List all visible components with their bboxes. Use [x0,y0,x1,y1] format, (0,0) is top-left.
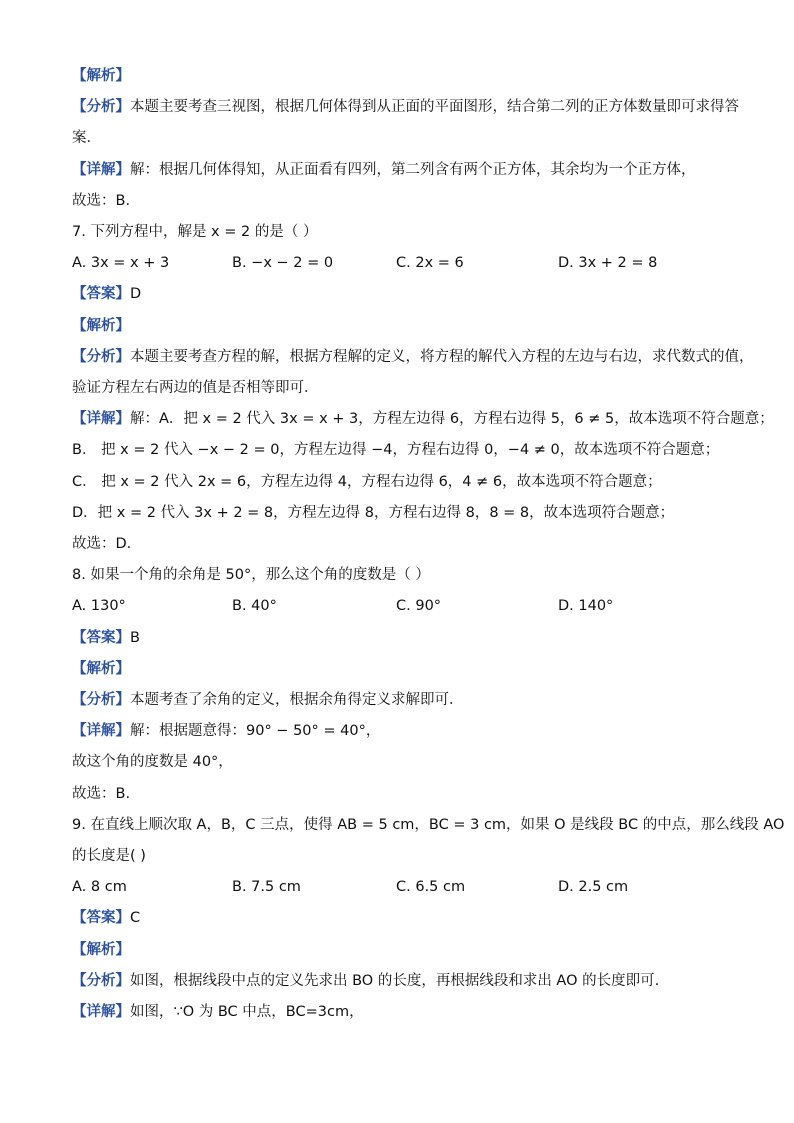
tag-label: 【答案】 [72,630,130,646]
tag-label: 【详解】 [72,1004,130,1020]
section-tag [72,66,734,86]
labeled-paragraph [72,160,734,180]
paragraph-text: C [130,910,141,926]
labeled-paragraph [72,628,734,648]
paragraph-text: 解：根据几何体得知，从正面看有四列，第二列含有两个正方体，其余均为一个正方体， [130,162,696,178]
paragraph-text: 解：A．把 x = 2 代入 3x = x + 3，方程左边得 6，方程右边得 5，6 ≠ 5，故本选项不符合题意； [130,411,774,427]
option-a: A. 3x = x + 3 [72,255,170,271]
text-line: 案． [72,130,101,146]
question-stem: 9. 在直线上顺次取 A，B，C 三点，使得 AB = 5 cm，BC = 3 cm，如果 O 是线段 BC 的中点，那么线段 AO [72,817,785,833]
paragraph-text: 如图，根据线段中点的定义先求出 BO 的长度，再根据线段和求出 AO 的长度即可. [130,973,660,989]
question-stem: 8. 如果一个角的余角是 50°，那么这个角的度数是（ ） [72,567,430,583]
tag-label: 【解析】 [72,68,130,84]
tag-label: 【详解】 [72,162,130,178]
tag-label: 【分析】 [72,349,130,365]
labeled-paragraph [72,97,739,117]
option-c: C. 2x = 6 [396,255,464,271]
labeled-paragraph [72,908,734,928]
tag-label: 【分析】 [72,692,130,708]
section-tag [72,940,734,960]
paragraph-text: 如图，∵O 为 BC 中点，BC=3cm， [130,1004,364,1020]
paragraph-text: D [130,286,142,302]
text-line: 验证方程左右两边的值是否相等即可． [72,380,319,396]
paragraph-text: 本题主要考查方程的解，根据方程解的定义，将方程的解代入方程的左边与右边，求代数式的值， [130,349,754,365]
tag-label: 【解析】 [72,942,130,958]
option-c: C. 6.5 cm [396,879,466,895]
text-line: 故这个角的度数是 40°， [72,754,233,770]
tag-label: 【分析】 [72,99,130,115]
option-c: C. 90° [396,598,442,614]
labeled-paragraph [72,284,734,304]
text-line: D．把 x = 2 代入 3x + 2 = 8，方程左边得 8，方程右边得 8，8 = 8，故本选项符合题意； [72,505,675,521]
tag-label: 【分析】 [72,973,130,989]
option-d: D. 2.5 cm [558,879,629,895]
question-stem: 7. 下列方程中，解是 x = 2 的是（ ） [72,224,318,240]
text-line: 故选：B． [72,193,140,209]
tag-label: 【解析】 [72,318,130,334]
option-d: D. 3x + 2 = 8 [558,255,658,271]
section-tag [72,316,734,336]
labeled-paragraph [72,1002,734,1022]
text-line: 故选：D． [72,536,142,552]
labeled-paragraph [72,690,734,710]
tag-label: 【解析】 [72,661,130,677]
labeled-paragraph [72,721,734,741]
tag-label: 【详解】 [72,411,130,427]
labeled-paragraph [72,971,734,991]
option-b: B. −x − 2 = 0 [232,255,334,271]
paragraph-text: B [130,630,140,646]
labeled-paragraph [72,347,754,367]
option-b: B. 7.5 cm [232,879,301,895]
option-d: D. 140° [558,598,614,614]
tag-label: 【答案】 [72,910,130,926]
paragraph-text: 解：根据题意得：90° − 50° = 40°， [130,723,381,739]
section-tag [72,659,734,679]
option-a: A. 130° [72,598,126,614]
option-a: A. 8 cm [72,879,127,895]
paragraph-text: 本题主要考查三视图，根据几何体得到从正面的平面图形，结合第二列的正方体数量即可求得答 [130,99,739,115]
text-line: C． 把 x = 2 代入 2x = 6，方程左边得 4，方程右边得 6，4 ≠ 6，故本选项不符合题意； [72,474,662,490]
tag-label: 【答案】 [72,286,130,302]
option-b: B. 40° [232,598,277,614]
text-line: 的长度是( ) [72,848,146,864]
labeled-paragraph [72,409,774,429]
text-line: B． 把 x = 2 代入 −x − 2 = 0，方程左边得 −4，方程右边得 0，−4 ≠ 0，故本选项不符合题意； [72,442,720,458]
tag-label: 【详解】 [72,723,130,739]
text-line: 故选：B. [72,786,131,802]
paragraph-text: 本题考查了余角的定义，根据余角得定义求解即可． [130,692,464,708]
